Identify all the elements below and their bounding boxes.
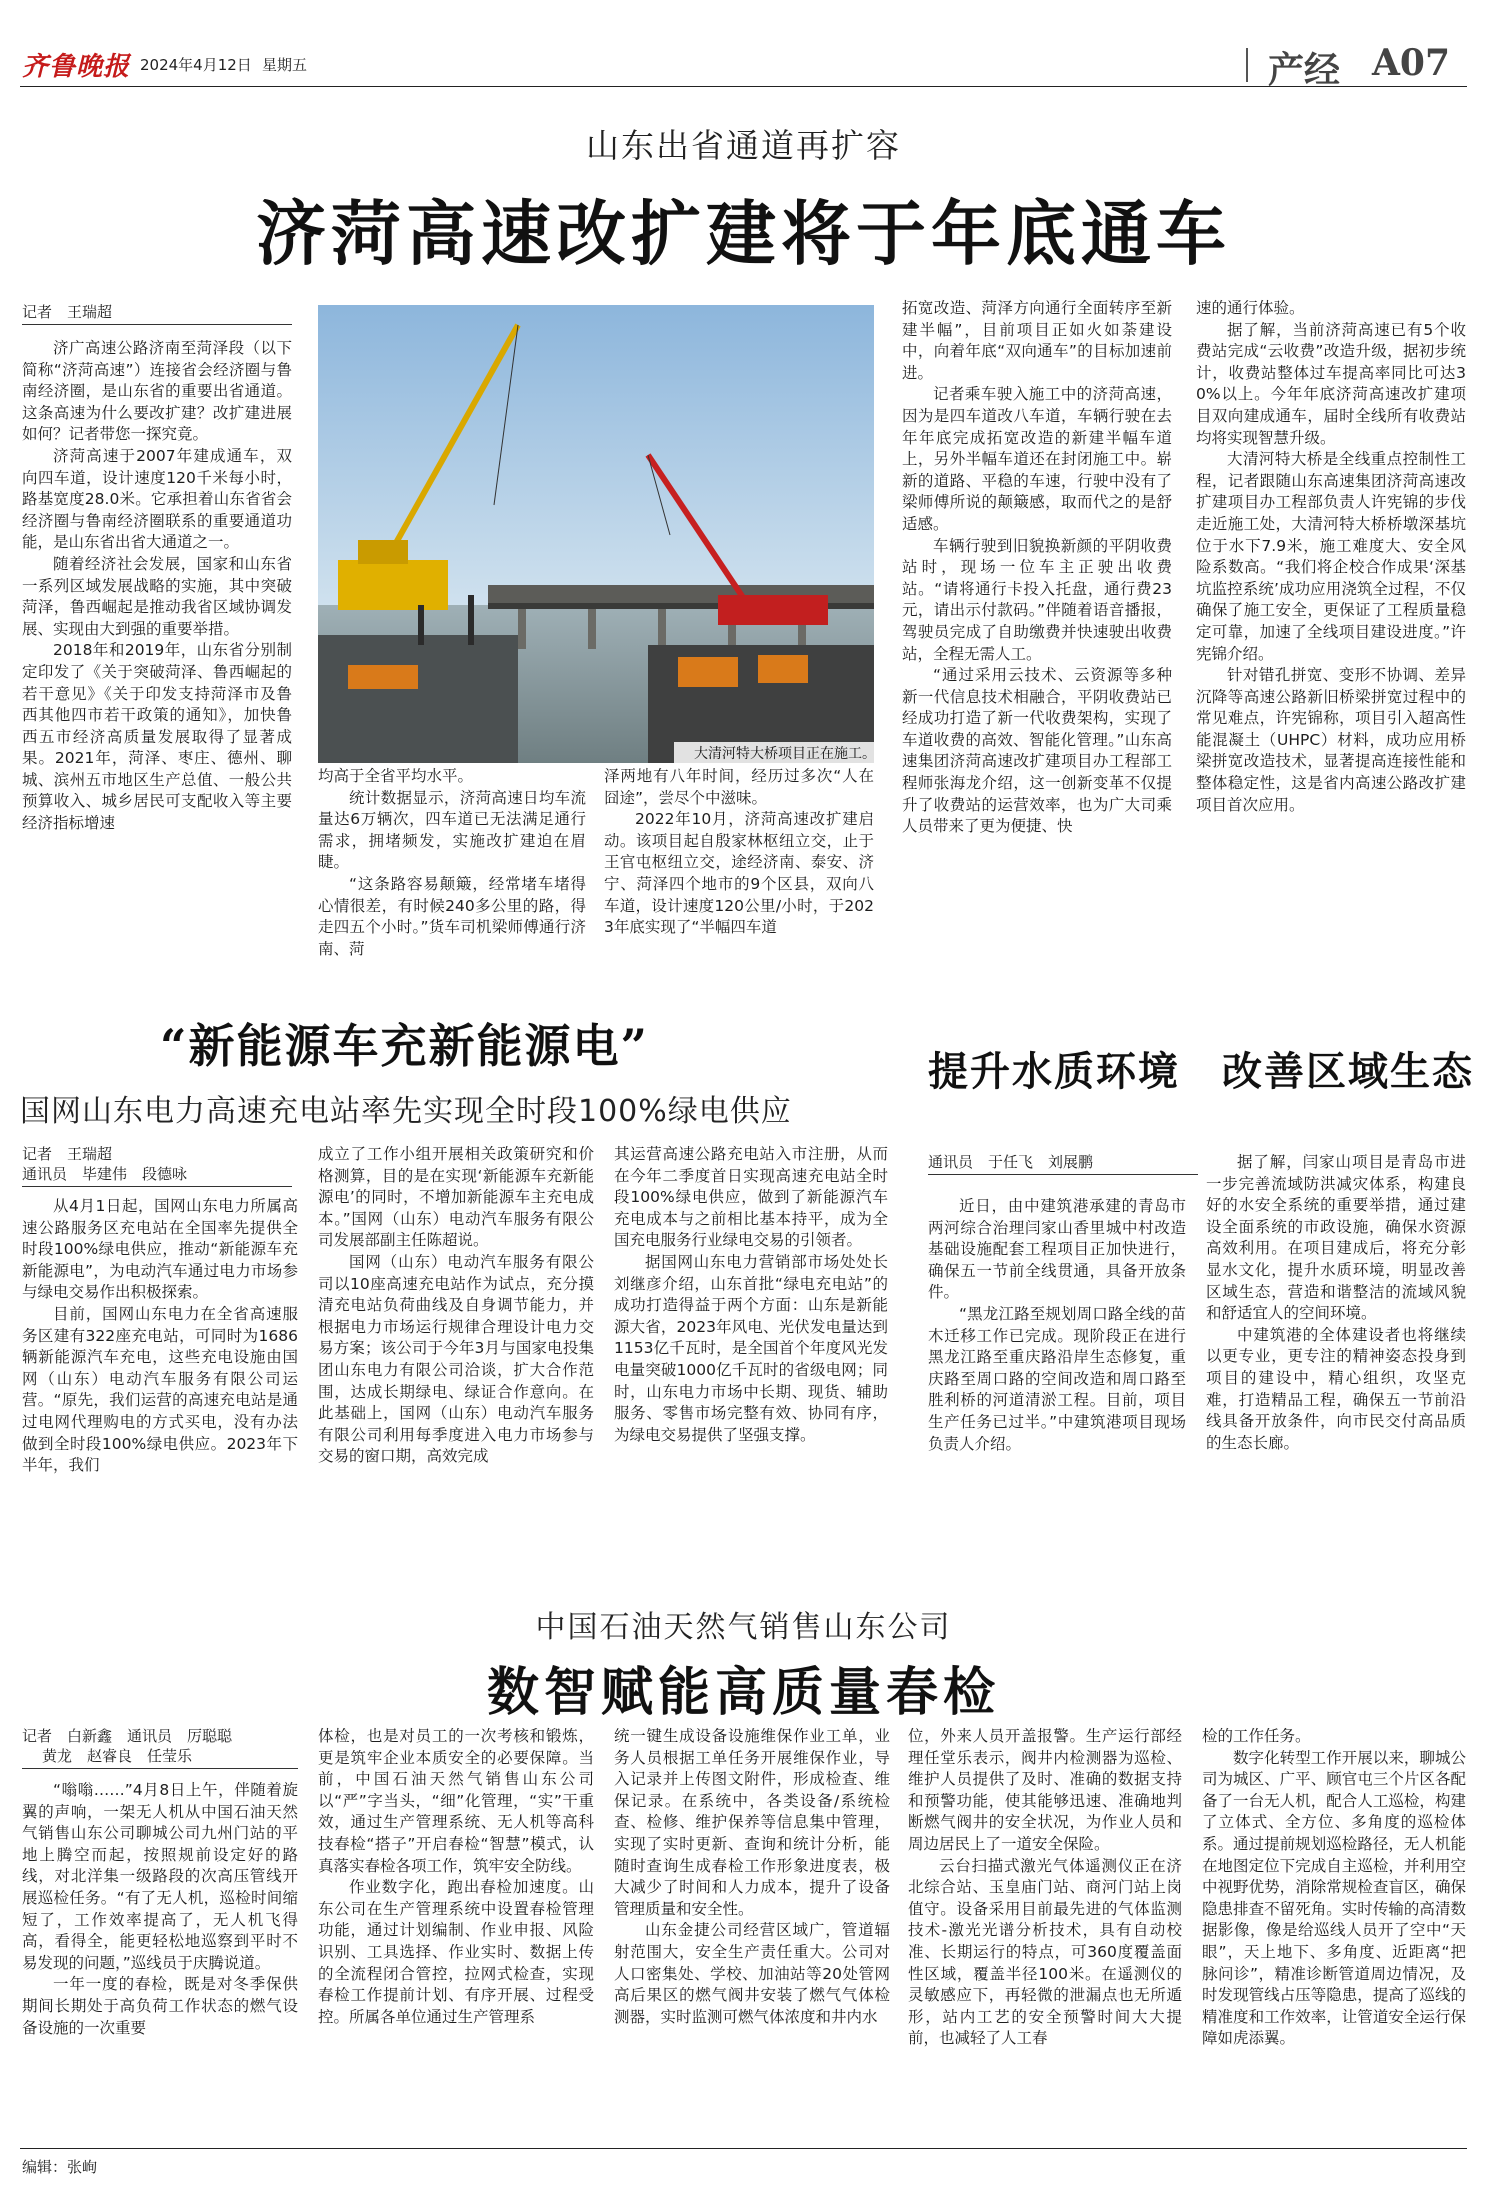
byline-rule xyxy=(22,1186,292,1187)
article4-byline xyxy=(22,1726,298,1769)
article2-byline-reporter: 记者 王瑞超 xyxy=(22,1145,113,1163)
paragraph: 目前，国网山东电力在全省高速服务区建有322座充电站，可同时为1686辆新能源汽车充电，这些充电设施由国网（山东）电动汽车服务有限公司运营。“原先，我们运营的高速充电站是通过电网代理购电的方式买电，没有办法做到全时段100%绿电供应。2023年下半年，我们 xyxy=(22,1304,298,1475)
article1-byline-text: 记者 王瑞超 xyxy=(22,303,113,321)
article2-col3 xyxy=(614,1144,888,1560)
paragraph: 作业数字化，跑出春检加速度。山东公司在生产管理系统中设置春检管理功能，通过计划编制、作业申报、风险识别、工具选择、作业实时、数据上传的全流程闭合管控，拉网式检查，实现春检工作提前计划、有序开展、过程受控。所属各单位通过生产管理系 xyxy=(318,1878,594,2026)
paragraph: 据了解，闫家山项目是青岛市进一步完善流域防洪减灾体系，构建良好的水安全系统的重要举措，通过建设全面系统的市政设施，确保水资源高效利用。在项目建成后，将充分彰显水文化，提升水质环境，明显改善区域生态，营造和谐整洁的流域风貌和舒适宜人的空间环境。 xyxy=(1206,1153,1466,1323)
paragraph: 速的通行体验。 xyxy=(1196,299,1305,317)
paragraph: 据国网山东电力营销部市场处处长刘继彦介绍，山东首批“绿电充电站”的成功打造得益于两个方面：山东是新能源大省，2023年风电、光伏发电量达到1153亿千瓦时，是全国首个年度风光发电量突破1000亿千瓦时的省级电网；同时，山东电力市场中长期、现货、辅助服务、零售市场完整有效、协同有序，为绿电交易提供了坚强支撑。 xyxy=(614,1252,888,1444)
article3-col2 xyxy=(1206,1152,1466,1560)
article2-subhead: 国网山东电力高速充电站率先实现全时段100%绿电供应 xyxy=(20,1094,792,1129)
article2-byline xyxy=(22,1144,292,1187)
paragraph: “嗡嗡……”4月8日上午，伴随着旋翼的声响，一架无人机从中国石油天然气销售山东公司聊城公司九州门站的平地上腾空而起，按照规前设定好的路线，对北洋集一级路段的次高压管线开展巡检任务。“有了无人机，巡检时间缩短了，工作效率提高了，无人机飞得高，看得全，能更轻松地巡察到平时不易发现的问题，”巡线员于庆腾说道。 xyxy=(22,1781,298,1972)
paragraph: 检的工作任务。 xyxy=(1202,1727,1311,1745)
article1-col5 xyxy=(1196,298,1466,998)
byline-rule xyxy=(22,324,292,325)
article4-headline: 数智赋能高质量春检 xyxy=(486,1662,1000,1723)
paragraph: 据了解，当前济菏高速已有5个收费站完成“云收费”改造升级，据初步统计，收费站整体过车提高率同比可达30%以上。今年年底济菏高速改扩建项目双向建成通车，届时全线所有收费站均将实现智慧升级。 xyxy=(1196,320,1466,447)
article1-col4 xyxy=(902,298,1172,998)
paragraph: “通过采用云技术、云资源等多种新一代信息技术相融合，平阴收费站已经成功打造了新一代收费架构，实现了车道收费的高效、智能化管理。”山东高速集团济菏高速改扩建项目办工程部工程师张海龙介绍，这一创新变革不仅提升了收费站的运营效率，也为广大司乘人员带来了更为便捷、快 xyxy=(902,666,1172,836)
paragraph: 云台扫描式激光气体遥测仪正在济北综合站、玉皇庙门站、商河门站上岗值守。设备采用目前最先进的气体监测技术-激光光谱分析技术，具有自动校准、长期运行的特点，可360度覆盖面性区域，覆盖半径100米。在遥测仪的灵敏感应下，再轻微的泄漏点也无所遁形，站内工艺的安全预警时间大大提前，也减轻了人工春 xyxy=(908,1856,1182,2048)
article4-byline-line2: 黄龙 赵睿良 任莹乐 xyxy=(42,1747,193,1765)
article4-byline-line1: 记者 白新鑫 通讯员 厉聪聪 xyxy=(22,1727,233,1745)
article2-headline: “新能源车充新能源电” xyxy=(160,1019,649,1073)
paragraph: 数字化转型工作开展以来，聊城公司为城区、广平、顾官屯三个片区各配备了一台无人机，配合人工巡检，构建了立体式、全方位、多角度的巡检体系。通过提前规划巡检路径，无人机能在地图定位下完成自主巡检，并利用空中视野优势，消除常规检查盲区，确保隐患排查不留死角。实时传输的高清数据影像，像是给巡线人员开了空中“天眼”，天上地下、多角度、近距离“把脉问诊”，精准诊断管道周边情况，及时发现管线占压等隐患，提高了巡线的精准度和工作效率，让管道安全运行保障如虎添翼。 xyxy=(1202,1748,1466,2048)
section-name: 产经 xyxy=(1268,49,1341,91)
bridge-construction-image xyxy=(318,305,874,763)
masthead-rule xyxy=(20,86,1467,87)
paragraph: 2022年10月，济菏高速改扩建启动。该项目起自殷家林枢纽立交，止于王官屯枢纽立交，途经济南、泰安、济宁、菏泽四个地市的9个区县，双向八车道，设计速度120公里/小时，于2023年底实现了“半幅四车道 xyxy=(604,810,874,937)
article4-col3 xyxy=(614,1726,890,2144)
article3-byline xyxy=(928,1152,1198,1175)
article1-kicker: 山东出省通道再扩容 xyxy=(586,126,901,165)
article4-col1 xyxy=(22,1780,298,2144)
article3-headline: 提升水质环境 改善区域生态 xyxy=(928,1048,1474,1095)
paragraph: “这条路容易颠簸，经常堵车堵得心情很差，有时候240多公里的路，得走四五个小时。”货车司机梁师傅通行济南、菏 xyxy=(318,874,586,958)
paragraph: 车辆行驶到旧貌换新颜的平阴收费站时，现场一位车主正驶出收费站。“请将通行卡投入托盘，通行费23元，请出示付款码。”伴随着语音播报，驾驶员完成了自助缴费并快速驶出收费站，全程无需人工。 xyxy=(902,536,1172,663)
paragraph: 拓宽改造、菏泽方向通行全面转序至新建半幅”，目前项目正如火如荼建设中，向着年底“双向通车”的目标加速前进。 xyxy=(902,299,1172,382)
article4-col5 xyxy=(1202,1726,1466,2144)
article1-col2-bottom xyxy=(318,766,586,998)
paragraph: 济菏高速于2007年建成通车，双向四车道，设计速度120千米每小时，路基宽度28.0米。它承担着山东省省会经济圈与鲁南经济圈联系的重要通道功能，是山东省出省大通道之一。 xyxy=(22,446,292,552)
article2-col1 xyxy=(22,1196,298,1560)
issue-date: 2024年4月12日 xyxy=(140,56,252,74)
page-number: A07 xyxy=(1372,42,1451,84)
paragraph: 体检，也是对员工的一次考核和锻炼，更是筑牢企业本质安全的必要保障。当前，中国石油天然气销售山东公司以“严”字当头，“细”化管理，“实”干重效，通过生产管理系统、无人机等高科技春检“搭子”开启春检“智慧”模式，认真落实春检各项工作，筑牢安全防线。 xyxy=(318,1727,594,1875)
photo-caption: 大清河特大桥项目正在施工。 xyxy=(674,742,878,764)
paragraph: 济广高速公路济南至菏泽段（以下简称“济菏高速”）连接省会经济圈与鲁南经济圈，是山东省的重要出省通道。这条高速为什么要改扩建？改扩建进展如何？记者带您一探究竟。 xyxy=(22,339,292,444)
paragraph: 一年一度的春检，既是对冬季保供期间长期处于高负荷工作状态的燃气设备设施的一次重要 xyxy=(22,1975,298,2037)
paragraph: 位，外来人员开盖报警。生产运行部经理任堂乐表示，阀井内检测器为巡检、维护人员提供了及时、准确的数据支持和预警功能，使其能够迅速、准确地判断燃气阀井的安全状况，为作业人员和周边居民上了一道安全保险。 xyxy=(908,1727,1182,1853)
bridge-construction-photo xyxy=(318,305,874,763)
paragraph: “黑龙江路至规划周口路全线的苗木迁移工作已完成。现阶段正在进行黑龙江路至重庆路沿岸生态修复，重庆路至周口路的空间改造和周口路至胜利桥的河道清淤工程。目前，项目生产任务已过半。”中建筑港项目现场负责人介绍。 xyxy=(928,1304,1186,1453)
paragraph: 国网（山东）电动汽车服务有限公司以10座高速充电站作为试点，充分摸清充电站负荷曲线及自身调节能力，并根据电力市场运行规律合理设计电力交易方案；该公司于今年3月与国家电投集团山东电力有限公司洽谈，扩大合作范围，达成长期绿电、绿证合作意向。在此基础上，国网（山东）电动汽车服务有限公司利用每季度进入电力市场参与交易的窗口期，高效完成 xyxy=(318,1252,594,1466)
paragraph: 统计数据显示，济菏高速日均车流量达6万辆次，四车道已无法满足通行需求，拥堵频发，实施改扩建迫在眉睫。 xyxy=(318,788,586,872)
article4-col2 xyxy=(318,1726,594,2144)
byline-rule xyxy=(928,1174,1198,1175)
article3-col1 xyxy=(928,1196,1186,1560)
paragraph: 其运营高速公路充电站入市注册，从而在今年二季度首日实现高速充电站全时段100%绿电供应，做到了新能源汽车充电成本与之前相比基本持平，成为全国充电服务行业绿电交易的引领者。 xyxy=(614,1145,888,1250)
paragraph: 大清河特大桥是全线重点控制性工程，记者跟随山东高速集团济菏高速改扩建项目办工程部负责人许宪锦的步伐走近施工处，大清河特大桥桥墩深基坑位于水下7.9米，施工难度大、安全风险系数高。“我们将企校合作成果‘深基坑监控系统’成功应用浇筑全过程，不仅确保了施工安全，更保证了工程质量稳定可靠，加速了全线项目建设进度。”许宪锦介绍。 xyxy=(1196,450,1466,663)
paragraph: 近日，由中建筑港承建的青岛市两河综合治理闫家山香里城中村改造基础设施配套工程项目正加快进行，确保五一节前全线贯通，具备开放条件。 xyxy=(928,1197,1186,1302)
article1-byline xyxy=(22,302,292,325)
paragraph: 山东金捷公司经营区域广，管道辐射范围大，安全生产责任重大。公司对人口密集处、学校、加油站等20处管网高后果区的燃气阀井安装了燃气气体检测器，实时监测可燃气体浓度和井内水 xyxy=(614,1921,890,2026)
paragraph: 针对错孔拼宽、变形不协调、差异沉降等高速公路新旧桥梁拼宽过程中的常见难点，许宪锦称，项目引入超高性能混凝土（UHPC）材料，成功应用桥梁拼宽改造技术，显著提高连接性能和整体稳定性，这是省内高速公路改扩建项目首次应用。 xyxy=(1196,666,1466,814)
newspaper-logo: 齐鲁晚报 xyxy=(22,52,131,82)
paragraph: 均高于全省平均水平。 xyxy=(318,767,474,785)
paragraph: 2018年和2019年，山东省分别制定印发了《关于突破菏泽、鲁西崛起的若干意见》《关于印发支持菏泽市及鲁西其他四市若干政策的通知》，加快鲁西五市经济高质量发展取得了显著成果。2021年，菏泽、枣庄、德州、聊城、滨州五市地区生产总值、一般公共预算收入、城乡居民可支配收入等主要经济指标增速 xyxy=(22,641,292,833)
article1-col3-bottom xyxy=(604,766,874,998)
article4-col4 xyxy=(908,1726,1182,2144)
paragraph: 成立了工作小组开展相关政策研究和价格测算，目的是在实现‘新能源车充新能源电’的同时，不增加新能源车主充电成本。”国网（山东）电动汽车服务有限公司发展部副主任陈超说。 xyxy=(318,1145,594,1250)
article1-headline: 济菏高速改扩建将于年底通车 xyxy=(256,192,1231,275)
paragraph: 泽两地有八年时间，经历过多次“人在囧途”，尝尽个中滋味。 xyxy=(604,767,874,807)
article2-col2 xyxy=(318,1144,594,1560)
byline-rule xyxy=(22,1768,298,1769)
paragraph: 中建筑港的全体建设者也将继续以更专业，更专注的精神姿态投身到项目的建设中，精心组织，攻坚克难，打造精品工程，确保五一节前沿线具备开放条件，向市民交付高品质的生态长廊。 xyxy=(1206,1325,1466,1452)
paragraph: 随着经济社会发展，国家和山东省一系列区域发展战略的实施，其中突破菏泽，鲁西崛起是推动我省区域协调发展、实现由大到强的重要举措。 xyxy=(22,554,292,638)
article3-byline-text: 通讯员 于任飞 刘展鹏 xyxy=(928,1153,1094,1171)
article2-byline-correspondents: 通讯员 毕建伟 段德咏 xyxy=(22,1165,188,1183)
paragraph: 统一键生成设备设施维保作业工单，业务人员根据工单任务开展维保作业，导入记录并上传图文附件，形成检查、维保记录。在系统中，各类设备/系统检查、检修、维护保养等信息集中管理，实现了实时更新、查询和统计分析，能随时查询生成春检工作形象进度表，极大减少了时间和人力成本，提升了设备管理质量和安全性。 xyxy=(614,1727,890,1918)
article1-col1 xyxy=(22,338,292,998)
article4-kicker: 中国石油天然气销售山东公司 xyxy=(535,1610,952,1645)
masthead-divider xyxy=(1246,48,1248,82)
editor-credit: 编辑：张峋 xyxy=(22,2158,98,2176)
footer-rule xyxy=(20,2148,1467,2149)
paragraph: 从4月1日起，国网山东电力所属高速公路服务区充电站在全国率先提供全时段100%绿电供应，推动“新能源车充新能源电”，为电动汽车通过电力市场参与绿电交易作出积极探索。 xyxy=(22,1197,298,1302)
issue-weekday: 星期五 xyxy=(262,56,308,74)
paragraph: 记者乘车驶入施工中的济菏高速，因为是四车道改八车道，车辆行驶在去年年底完成拓宽改造的新建半幅车道上，另外半幅车道还在封闭施工中。崭新的道路、平稳的车速，行驶中没有了梁师傅所说的颠簸感，取而代之的是舒适感。 xyxy=(902,385,1172,533)
